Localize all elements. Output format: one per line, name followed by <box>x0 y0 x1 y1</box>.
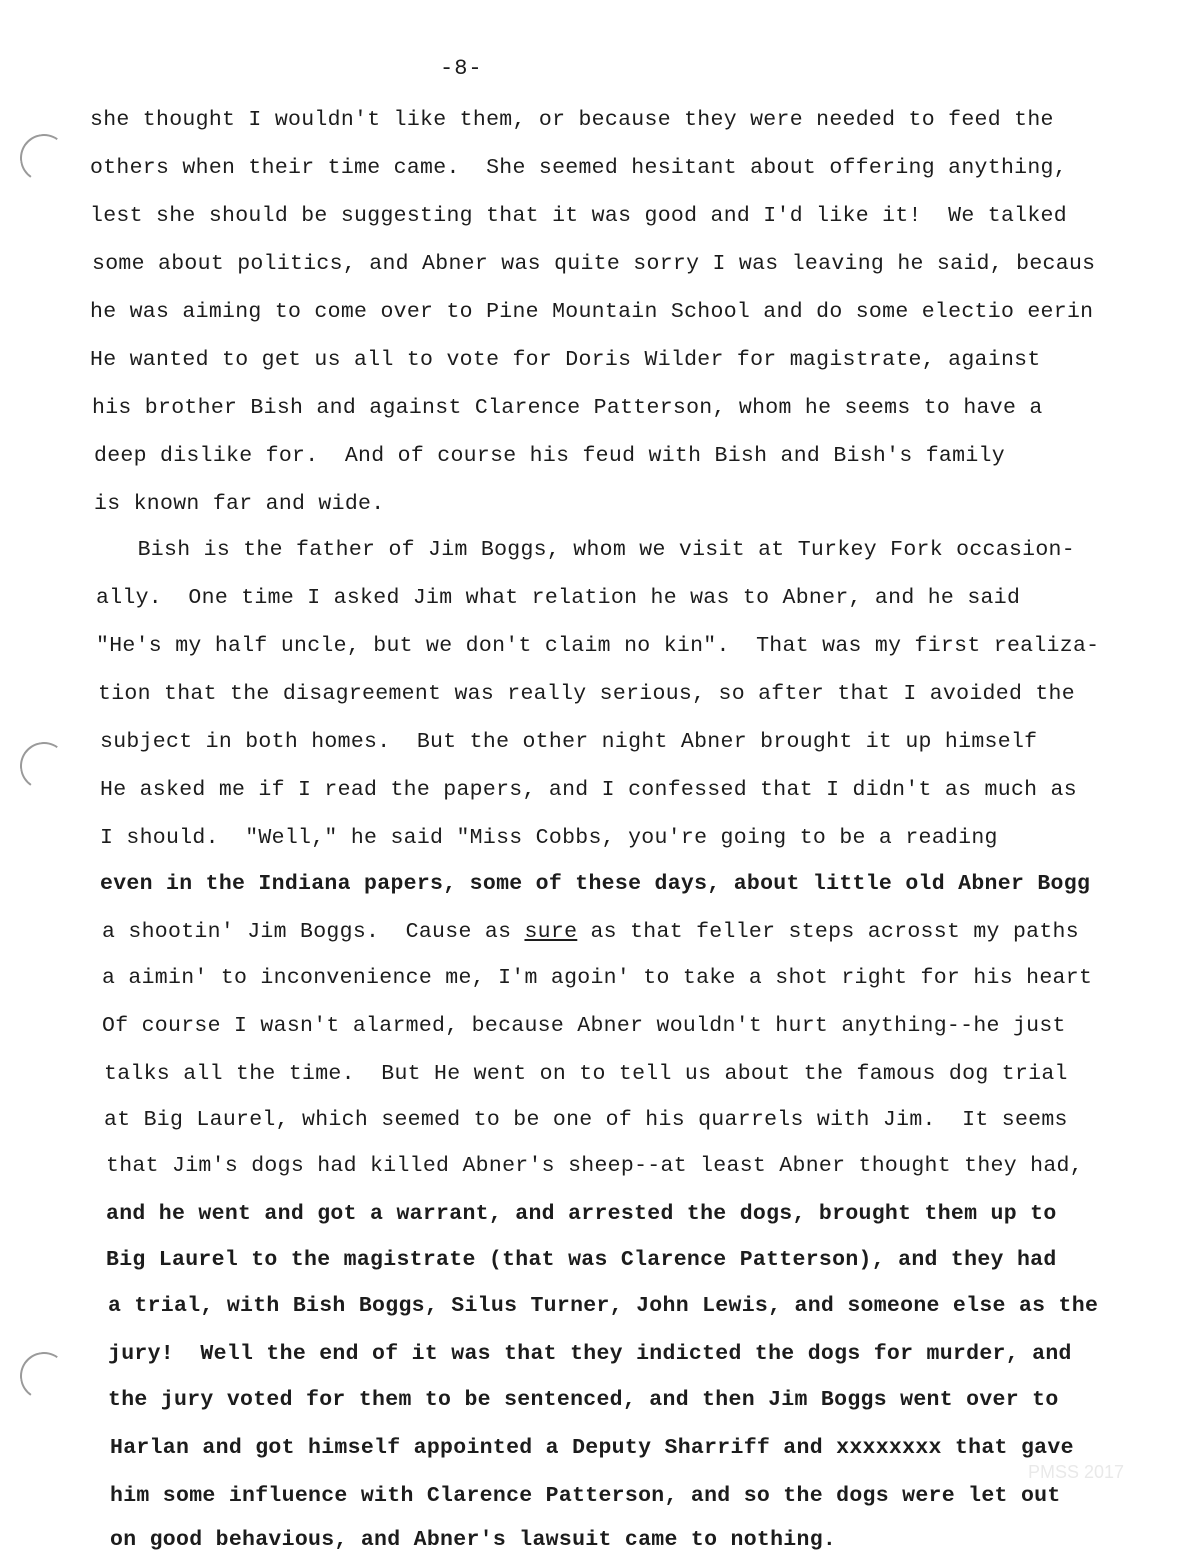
punch-hole-mark <box>16 738 72 794</box>
text-line: she thought I wouldn't like them, or because they were needed to feed the <box>90 108 1054 132</box>
text-line: his brother Bish and against Clarence Patterson, whom he seems to have a <box>92 396 1043 420</box>
punch-hole-mark <box>16 130 72 186</box>
text-line: others when their time came. She seemed hesitant about offering anything, <box>90 156 1067 180</box>
text-line: Of course I wasn't alarmed, because Abner wouldn't hurt anything--he just <box>102 1014 1066 1038</box>
text-line: is known far and wide. <box>94 492 385 516</box>
text-line: him some influence with Clarence Patterson, and so the dogs were let out <box>110 1484 1061 1508</box>
text-line: the jury voted for them to be sentenced, and then Jim Boggs went over to <box>108 1388 1059 1412</box>
text-line: Big Laurel to the magistrate (that was Clarence Patterson), and they had <box>106 1248 1057 1272</box>
text-line: on good behavious, and Abner's lawsuit came to nothing. <box>110 1528 837 1552</box>
struck-out-text: xxxxxxxx <box>836 1436 942 1460</box>
text-line: tion that the disagreement was really serious, so after that I avoided the <box>98 682 1075 706</box>
text-line: ally. One time I asked Jim what relation he was to Abner, and he said <box>96 586 1021 610</box>
text-line: and he went and got a warrant, and arrested the dogs, brought them up to <box>106 1202 1057 1226</box>
text-segment: a shootin' Jim Boggs. Cause as <box>102 920 525 944</box>
text-line: deep dislike for. And of course his feud with Bish and Bish's family <box>94 444 1005 468</box>
text-line: lest she should be suggesting that it was good and I'd like it! We talked <box>90 204 1067 228</box>
watermark: PMSS 2017 <box>1028 1462 1125 1482</box>
text-segment: Harlan and got himself appointed a Deputy Sharriff and <box>110 1436 837 1460</box>
text-line: at Big Laurel, which seemed to be one of his quarrels with Jim. It seems <box>104 1108 1068 1132</box>
text-segment: that gave <box>941 1436 1074 1460</box>
underlined-word: sure <box>524 920 578 944</box>
text-line: He wanted to get us all to vote for Doris Wilder for magistrate, against <box>90 348 1041 372</box>
text-line: He asked me if I read the papers, and I confessed that I didn't as much as <box>100 778 1077 802</box>
text-line <box>110 1436 1074 1460</box>
text-line: jury! Well the end of it was that they indicted the dogs for murder, and <box>108 1342 1072 1366</box>
text-line: subject in both homes. But the other night Abner brought it up himself <box>100 730 1038 754</box>
text-line: a aimin' to inconvenience me, I'm agoin' to take a shot right for his heart <box>102 966 1093 990</box>
punch-hole-mark <box>16 1348 72 1404</box>
text-line: Bish is the father of Jim Boggs, whom we visit at Turkey Fork occasion- <box>98 538 1075 562</box>
text-line: that Jim's dogs had killed Abner's sheep--at least Abner thought they had, <box>106 1154 1083 1178</box>
text-line: he was aiming to come over to Pine Mountain School and do some electio eerin <box>90 300 1094 324</box>
text-line: even in the Indiana papers, some of these days, about little old Abner Bogg <box>100 872 1091 896</box>
text-line: a trial, with Bish Boggs, Silus Turner, John Lewis, and someone else as the <box>108 1294 1099 1318</box>
text-line: I should. "Well," he said "Miss Cobbs, you're going to be a reading <box>100 826 998 850</box>
text-line: some about politics, and Abner was quite sorry I was leaving he said, becaus <box>92 252 1096 276</box>
text-line: "He's my half uncle, but we don't claim no kin". That was my first realiza- <box>96 634 1100 658</box>
text-line <box>102 920 1079 944</box>
text-segment: as that feller steps acrosst my paths <box>577 920 1079 944</box>
page-number: -8- <box>440 56 483 81</box>
text-line: talks all the time. But He went on to tell us about the famous dog trial <box>104 1062 1068 1086</box>
